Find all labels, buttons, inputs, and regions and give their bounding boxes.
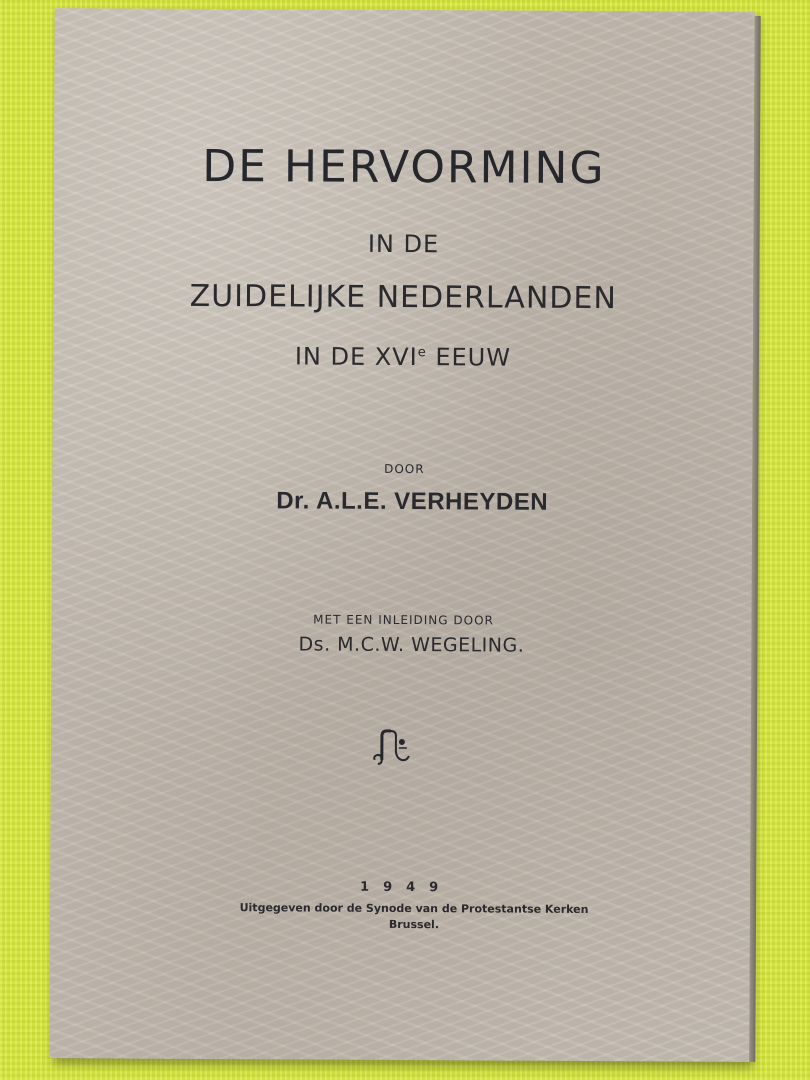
publication-year: 1949: [360, 879, 453, 896]
publisher-line: Uitgegeven door de Synode van de Protestantse Kerken: [239, 901, 589, 916]
subtitle-line-1: IN DE: [367, 229, 440, 259]
author-name: Dr. A.L.E. VERHEYDEN: [276, 487, 549, 516]
subtitle-line-3-suffix: EEUW: [426, 343, 512, 372]
by-label: DOOR: [384, 461, 425, 477]
subtitle-line-2: ZUIDELIJKE NEDERLANDEN: [189, 278, 617, 317]
intro-label: MET EEN INLEIDING DOOR: [313, 612, 494, 628]
subtitle-line-3-superscript: e: [417, 345, 427, 361]
intro-author-name: Ds. M.C.W. WEGELING.: [298, 633, 525, 657]
book-cover: [49, 8, 754, 1062]
publication-city: Brussel.: [388, 917, 440, 932]
subtitle-line-3-prefix: IN DE XVI: [294, 342, 418, 372]
book-title: DE HERVORMING: [202, 140, 606, 195]
printer-mark-icon: [369, 728, 419, 768]
subtitle-line-3: [53, 341, 753, 373]
